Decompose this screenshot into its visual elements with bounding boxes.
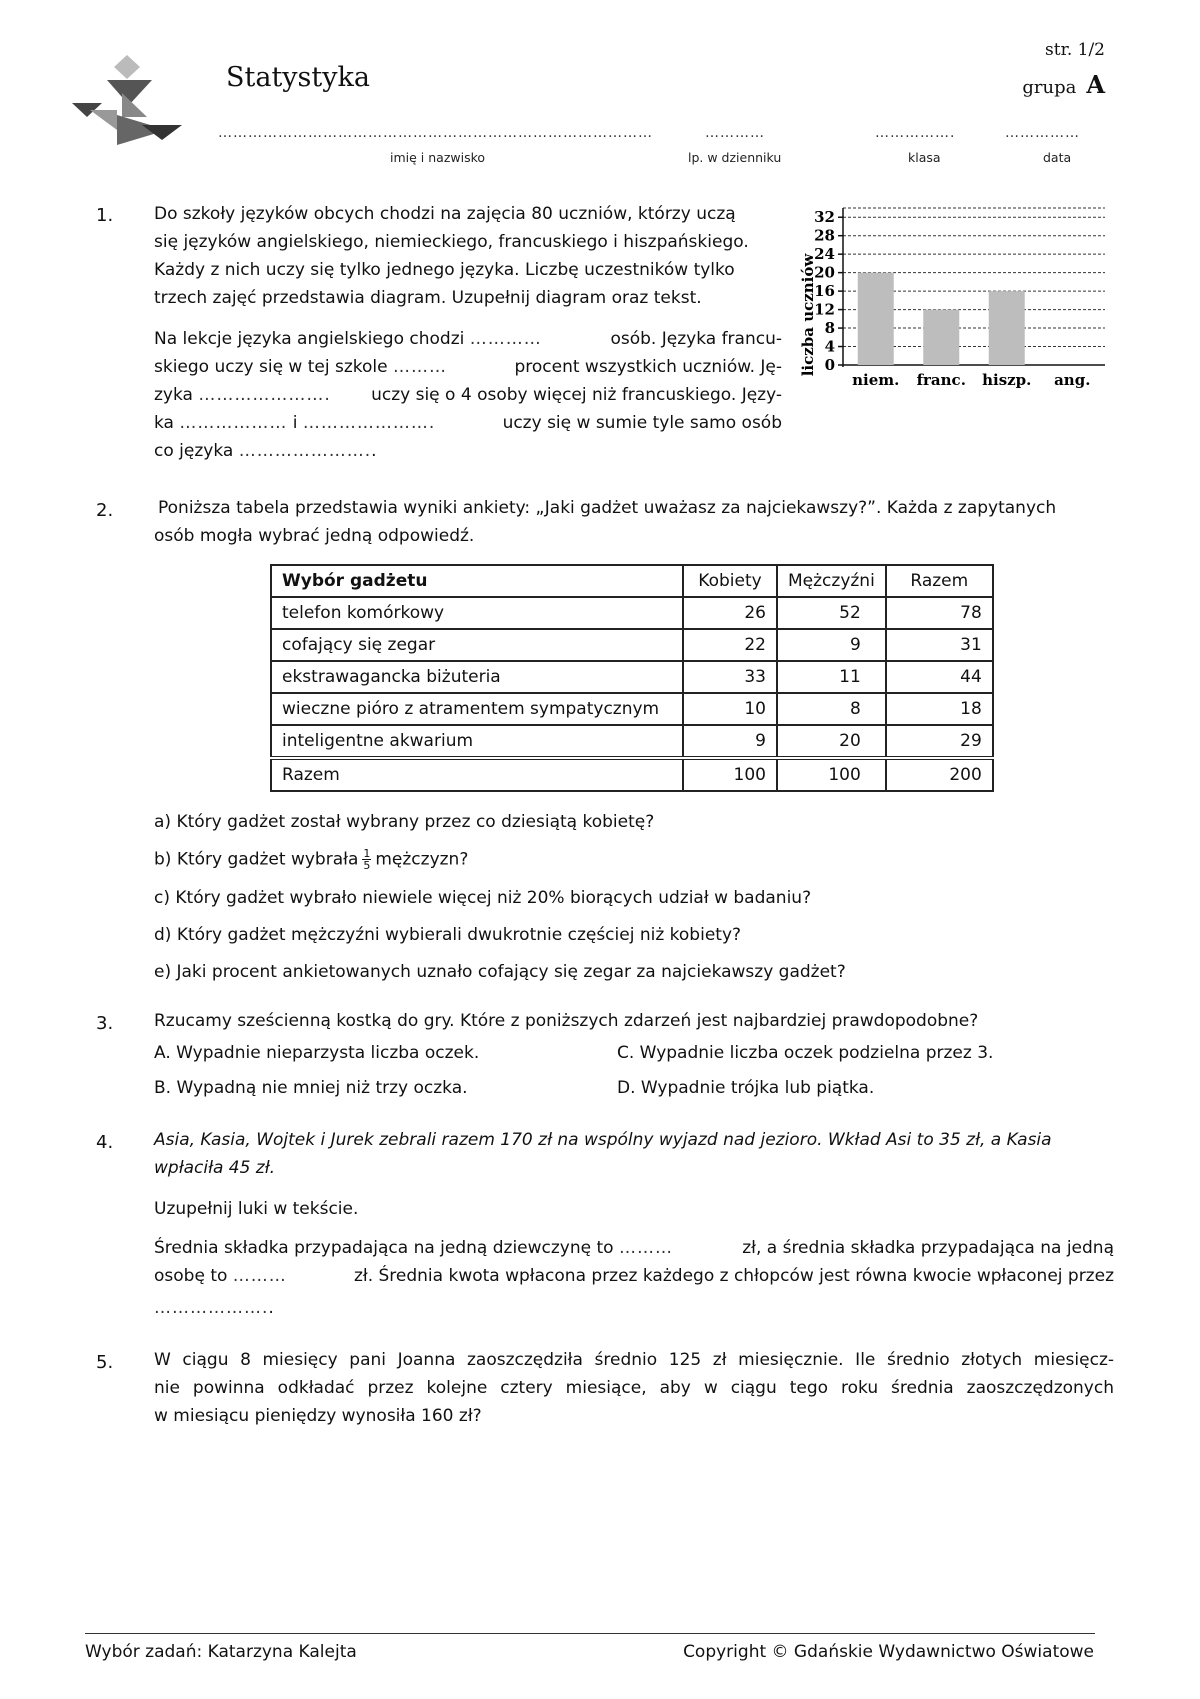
chart-y-tick-label: 8 <box>824 319 835 338</box>
q5-text <box>154 1346 1114 1430</box>
q2-subquestion-d: d) Który gadżet mężczyźni wybierali dwukrotnie częściej niż kobiety? <box>154 925 742 945</box>
chart-y-tick-label: 12 <box>814 300 835 319</box>
chart-y-tick-label: 0 <box>824 356 835 374</box>
q1-number: 1. <box>96 205 114 226</box>
q1-fill-part: uczy się w sumie tyle samo osób <box>502 413 782 433</box>
q1-gap-language[interactable]: …………………. <box>198 385 331 405</box>
q3-option-b: B. Wypadną nie mniej niż trzy oczka. <box>154 1078 468 1098</box>
name-field-label: imię i nazwisko <box>390 150 486 165</box>
q1-line: trzech zajęć przedstawia diagram. Uzupełnij diagram oraz tekst. <box>154 288 702 308</box>
class-field[interactable]: ……………. <box>875 125 956 141</box>
q2-line: osób mogła wybrać jedną odpowiedź. <box>154 526 475 546</box>
q1-text <box>154 200 782 312</box>
cell-men: 20 <box>777 725 886 758</box>
q2-subquestion-e: e) Jaki procent ankietowanych uznało cofający się zegar za najciekawszy gadżet? <box>154 962 846 982</box>
cell-women: 100 <box>683 758 777 791</box>
q1-fill-part: uczy się o 4 osoby więcej niż francuskiego. Języ- <box>371 385 782 405</box>
cell-gadget: cofający się zegar <box>271 629 683 661</box>
number-field-label: lp. w dzienniku <box>688 150 782 165</box>
table-row <box>271 661 993 693</box>
q1-line: Do szkoły języków obcych chodzi na zajęcia 80 uczniów, którzy uczą <box>154 204 736 224</box>
name-field[interactable]: …………………………………………………………………………… <box>218 125 653 141</box>
chart-bar-franc <box>923 310 959 365</box>
q1-fill-part: . <box>371 441 377 461</box>
cell-total: 78 <box>886 597 993 629</box>
q4-story <box>154 1126 1114 1182</box>
footer-author: Wybór zadań: Katarzyna Kalejta <box>85 1642 357 1662</box>
q5-line: nie powinna odkładać przez kolejne cztery miesiące, aby w ciągu tego roku średnia zaoszczędzonych <box>154 1378 1114 1398</box>
q1-gap-language-2[interactable]: ……………… <box>179 413 288 433</box>
language-bar-chart <box>790 200 1110 430</box>
publisher-logo <box>72 55 182 145</box>
q2-intro <box>154 494 1114 550</box>
cell-gadget: ekstrawagancka biżuteria <box>271 661 683 693</box>
chart-y-tick-label: 24 <box>814 245 835 264</box>
q2-subquestion-a: a) Który gadżet został wybrany przez co dziesiątą kobietę? <box>154 812 655 832</box>
cell-total: 44 <box>886 661 993 693</box>
q1-fill-part: ka <box>154 413 174 433</box>
q4-gap-who[interactable]: ………………. <box>154 1298 269 1318</box>
gadget-survey-table <box>270 564 994 792</box>
q3-number: 3. <box>96 1013 114 1034</box>
q1-gap-language-4[interactable]: …………………. <box>238 441 372 461</box>
table-total-row <box>271 758 993 791</box>
q5-line: W ciągu 8 miesięcy pani Joanna zaoszczędziła średnio 125 zł miesięcznie. Ile średnio złotych miesięcz- <box>154 1350 1114 1370</box>
q1-fill-text <box>154 325 782 465</box>
cell-women: 22 <box>683 629 777 661</box>
fraction-one-fifth <box>362 848 371 871</box>
q4-fill-part: Średnia składka przypadająca na jedną dziewczynę to <box>154 1238 614 1258</box>
q1-fill-part: i <box>292 413 298 433</box>
table-row <box>271 597 993 629</box>
chart-x-tick-label: hiszp. <box>982 371 1032 389</box>
cell-men: 11 <box>777 661 886 693</box>
chart-x-tick-label: ang. <box>1054 371 1091 389</box>
footer-divider <box>85 1633 1095 1634</box>
chart-x-tick-label: franc. <box>916 371 966 389</box>
q3-option-a: A. Wypadnie nieparzysta liczba oczek. <box>154 1043 480 1063</box>
group-indicator <box>1022 70 1105 99</box>
cell-gadget: Razem <box>271 758 683 791</box>
q4-fill-part: osobę to <box>154 1266 228 1286</box>
q2-subquestion-c: c) Który gadżet wybrało niewiele więcej niż 20% biorących udział w badaniu? <box>154 888 812 908</box>
chart-bar-niem <box>858 273 894 365</box>
cell-men: 9 <box>777 629 886 661</box>
header-total: Razem <box>886 565 993 597</box>
q3-text: Rzucamy sześcienną kostką do gry. Które z poniższych zdarzeń jest najbardziej prawdopodobne? <box>154 1011 979 1031</box>
q1-fill-part: osób. Języka francu- <box>610 329 782 349</box>
q1-fill-part: co języka <box>154 441 234 461</box>
table-row <box>271 629 993 661</box>
chart-y-tick-label: 20 <box>814 263 835 282</box>
q1-line: Każdy z nich uczy się tylko jednego języka. Liczbę uczestników tylko <box>154 260 735 280</box>
cell-women: 10 <box>683 693 777 725</box>
cell-women: 33 <box>683 661 777 693</box>
cell-gadget: inteligentne akwarium <box>271 725 683 758</box>
cell-men: 8 <box>777 693 886 725</box>
cell-women: 26 <box>683 597 777 629</box>
header-gadget: Wybór gadżetu <box>271 565 683 597</box>
chart-x-tick-label: niem. <box>852 371 900 389</box>
q2-b-text: b) Który gadżet wybrała <box>154 849 359 870</box>
date-field[interactable]: …………… <box>1005 125 1080 141</box>
q1-fill-part: Na lekcje języka angielskiego chodzi <box>154 329 465 349</box>
q1-fill-part: skiego uczy się w tej szkole <box>154 357 388 377</box>
header-women: Kobiety <box>683 565 777 597</box>
chart-y-tick-label: 4 <box>824 337 835 356</box>
cell-gadget: wieczne pióro z atramentem sympatycznym <box>271 693 683 725</box>
class-field-label: klasa <box>908 150 941 165</box>
cell-women: 9 <box>683 725 777 758</box>
q1-fill-part: zyka <box>154 385 193 405</box>
q5-line: w miesiącu pieniędzy wynosiła 160 zł? <box>154 1406 482 1426</box>
chart-y-tick-label: 16 <box>814 282 835 301</box>
q5-number: 5. <box>96 1352 114 1373</box>
q2-number: 2. <box>96 500 114 521</box>
q4-line: Asia, Kasia, Wojtek i Jurek zebrali razem 170 zł na wspólny wyjazd nad jezioro. Wkład Asi to 35 zł, a Kasia <box>154 1130 1052 1150</box>
date-field-label: data <box>1043 150 1072 165</box>
q4-fill-part: zł. Średnia kwota wpłacona przez każdego z chłopców jest równa kwocie wpłaconej przez <box>353 1266 1114 1286</box>
chart-bar-hiszp <box>989 291 1025 365</box>
cell-total: 29 <box>886 725 993 758</box>
page-title: Statystyka <box>226 62 370 93</box>
q4-line: wpłaciła 45 zł. <box>154 1158 276 1178</box>
header-men: Mężczyźni <box>777 565 886 597</box>
q1-gap-language-3[interactable]: …………………. <box>302 413 436 433</box>
group-letter: A <box>1086 70 1105 99</box>
table-header-row <box>271 565 993 597</box>
q4-fill-part: zł, a średnia składka przypadająca na jedną <box>742 1238 1114 1258</box>
q3-option-d: D. Wypadnie trójka lub piątka. <box>617 1078 875 1098</box>
group-label: grupa <box>1022 77 1077 98</box>
chart-y-tick-label: 28 <box>814 226 835 245</box>
q4-instruction: Uzupełnij luki w tekście. <box>154 1199 359 1219</box>
q2-subquestion-b <box>154 848 468 871</box>
class-number-field[interactable]: ………… <box>705 125 765 141</box>
q1-gap-english[interactable]: ………… <box>469 329 542 349</box>
table-row <box>271 725 993 758</box>
q1-fill-part: procent wszystkich uczniów. Ję- <box>514 357 782 377</box>
table-row <box>271 693 993 725</box>
fraction-numerator: 1 <box>363 847 371 860</box>
cell-gadget: telefon komórkowy <box>271 597 683 629</box>
q4-gap-girls-average[interactable]: ……… <box>618 1238 673 1258</box>
cell-total: 31 <box>886 629 993 661</box>
cell-men: 100 <box>777 758 886 791</box>
q4-fill-text <box>154 1234 1114 1322</box>
cell-men: 52 <box>777 597 886 629</box>
page-number: str. 1/2 <box>1045 40 1105 60</box>
q3-option-c: C. Wypadnie liczba oczek podzielna przez 3. <box>617 1043 994 1063</box>
fraction-denominator: 5 <box>363 859 371 872</box>
q1-line: się języków angielskiego, niemieckiego, francuskiego i hiszpańskiego. <box>154 232 749 252</box>
q1-gap-percent[interactable]: ……… <box>393 357 447 377</box>
q2-line: Poniższa tabela przedstawia wyniki ankiety: „Jaki gadżet uważasz za najciekawszy?”. Każda z zapytanych <box>158 498 1057 518</box>
chart-y-tick-label: 32 <box>814 208 835 227</box>
footer-copyright: Copyright © Gdańskie Wydawnictwo Oświatowe <box>683 1642 1094 1662</box>
q2-b-text-end: mężczyzn? <box>375 849 469 870</box>
q4-fill-part: . <box>268 1298 274 1318</box>
cell-total: 200 <box>886 758 993 791</box>
q4-number: 4. <box>96 1132 114 1153</box>
q4-gap-person-average[interactable]: ……… <box>232 1266 287 1286</box>
chart-ylabel: liczba uczniów <box>799 253 817 377</box>
cell-total: 18 <box>886 693 993 725</box>
